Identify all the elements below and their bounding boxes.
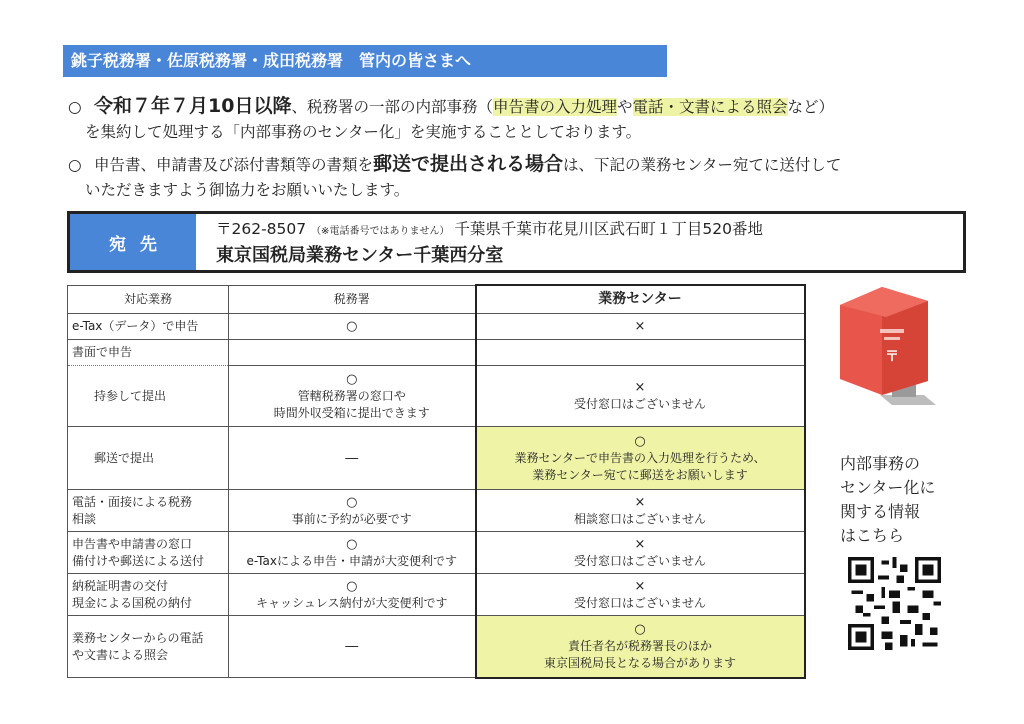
table-row <box>68 427 805 490</box>
table-row <box>68 340 805 366</box>
table-row <box>68 574 805 616</box>
cell-text: 受付窓口はございません <box>573 553 706 568</box>
paragraph-1 <box>68 94 988 145</box>
row-label: 郵送で提出 <box>68 427 229 490</box>
center-cell: × <box>476 314 805 340</box>
para1-text-2: や <box>616 98 633 116</box>
mail-emphasis: 郵送で提出される場合 <box>373 153 564 175</box>
para2-line-2: いただきますよう御協力をお願いいたします。 <box>85 181 410 199</box>
mark: ○ <box>346 371 358 387</box>
row-label: 申告書や申請書の窓口 備付けや郵送による送付 <box>68 532 229 574</box>
paragraph-2 <box>68 152 988 203</box>
table-row <box>68 490 805 532</box>
comparison-table <box>67 284 806 679</box>
para1-line-2: を集約して処理する「内部事務のセンター化」を実施することとしております。 <box>85 123 642 141</box>
cell-text: 受付窓口はございません <box>573 397 706 411</box>
qr-code-icon[interactable] <box>848 557 941 650</box>
office-cell: ○ <box>229 314 476 340</box>
row-label: 書面で申告 <box>68 340 229 366</box>
para1-text-1: 、税務署の一部の内部事務（ <box>291 98 493 116</box>
row-label: 電話・面接による税務 相談 <box>68 490 229 532</box>
bullet: ○ <box>68 156 82 174</box>
table-row <box>68 314 805 340</box>
bullet: ○ <box>68 98 82 116</box>
header-office: 税務署 <box>229 285 476 314</box>
row-label: 業務センターからの電話 や文書による照会 <box>68 616 229 678</box>
postal-note: （※電話番号ではありません） <box>311 226 450 237</box>
table-header-row <box>68 285 805 314</box>
para2-text-1: 申告書、申請書及び添付書類等の書類を <box>94 156 374 174</box>
cell-text: 業務センターで申告書の入力処理を行うため、 業務センター宛てに郵送をお願いします <box>514 450 766 482</box>
center-cell <box>476 616 805 678</box>
mark: ○ <box>634 433 646 449</box>
office-cell <box>229 574 476 616</box>
table-row <box>68 616 805 678</box>
destination-label: 宛先 <box>70 214 196 270</box>
center-info-text: 内部事務の センター化に 関する情報 はこちら <box>840 454 936 545</box>
address: 千葉県千葉市花見川区武石町１丁目520番地 <box>454 220 763 238</box>
highlight-inquiries: 電話・文書による照会 <box>632 98 788 116</box>
para1-text-3: など） <box>787 98 835 116</box>
mark: × <box>634 578 646 594</box>
mark: ○ <box>346 536 358 552</box>
cell-text: 責任者名が税務署長のほか 東京国税局長となる場合があります <box>543 638 736 670</box>
office-cell <box>229 340 476 366</box>
center-cell <box>476 490 805 532</box>
header-center: 業務センター <box>476 285 805 314</box>
center-cell <box>476 427 805 490</box>
office-cell: ― <box>229 427 476 490</box>
row-label: 納税証明書の交付 現金による国税の納付 <box>68 574 229 616</box>
office-cell <box>229 490 476 532</box>
mark: × <box>634 536 646 552</box>
cell-text: 事前に予約が必要です <box>291 511 412 526</box>
row-label: e-Tax（データ）で申告 <box>68 314 229 340</box>
center-cell <box>476 340 805 366</box>
table-row <box>68 366 805 427</box>
mark: ○ <box>346 578 358 594</box>
cell-text: 相談窓口はございません <box>573 511 706 526</box>
para2-text-2: は、下記の業務センター宛てに送付して <box>563 156 842 174</box>
mark: ○ <box>634 621 646 637</box>
destination-name: 東京国税局業務センター千葉西分室 <box>216 245 504 266</box>
mark: ○ <box>346 494 358 510</box>
page-banner: 銚子税務署・佐原税務署・成田税務署 管内の皆さまへ <box>63 45 667 77</box>
svg-text:〒: 〒 <box>885 349 899 365</box>
row-label: 持参して提出 <box>68 366 229 427</box>
header-task: 対応業務 <box>68 285 229 314</box>
cell-text: キャッシュレス納付が大変便利です <box>256 595 448 610</box>
table-row <box>68 532 805 574</box>
destination-box <box>67 211 966 273</box>
office-cell <box>229 532 476 574</box>
cell-text: 受付窓口はございません <box>573 595 706 610</box>
effective-date: 令和７年７月10日以降 <box>94 95 292 117</box>
office-cell <box>229 366 476 427</box>
office-cell: ― <box>229 616 476 678</box>
center-cell <box>476 574 805 616</box>
postal-code: 〒262-8507 <box>216 220 307 238</box>
center-cell <box>476 366 805 427</box>
cell-text: e-Taxによる申告・申請が大変便利です <box>246 553 457 568</box>
mark: × <box>634 380 646 395</box>
highlight-input-processing: 申告書の入力処理 <box>492 98 617 116</box>
mark: × <box>634 494 646 510</box>
center-cell <box>476 532 805 574</box>
cell-text: 管轄税務署の窓口や 時間外収受箱に提出できます <box>273 388 430 420</box>
mailbox-icon <box>832 283 950 423</box>
